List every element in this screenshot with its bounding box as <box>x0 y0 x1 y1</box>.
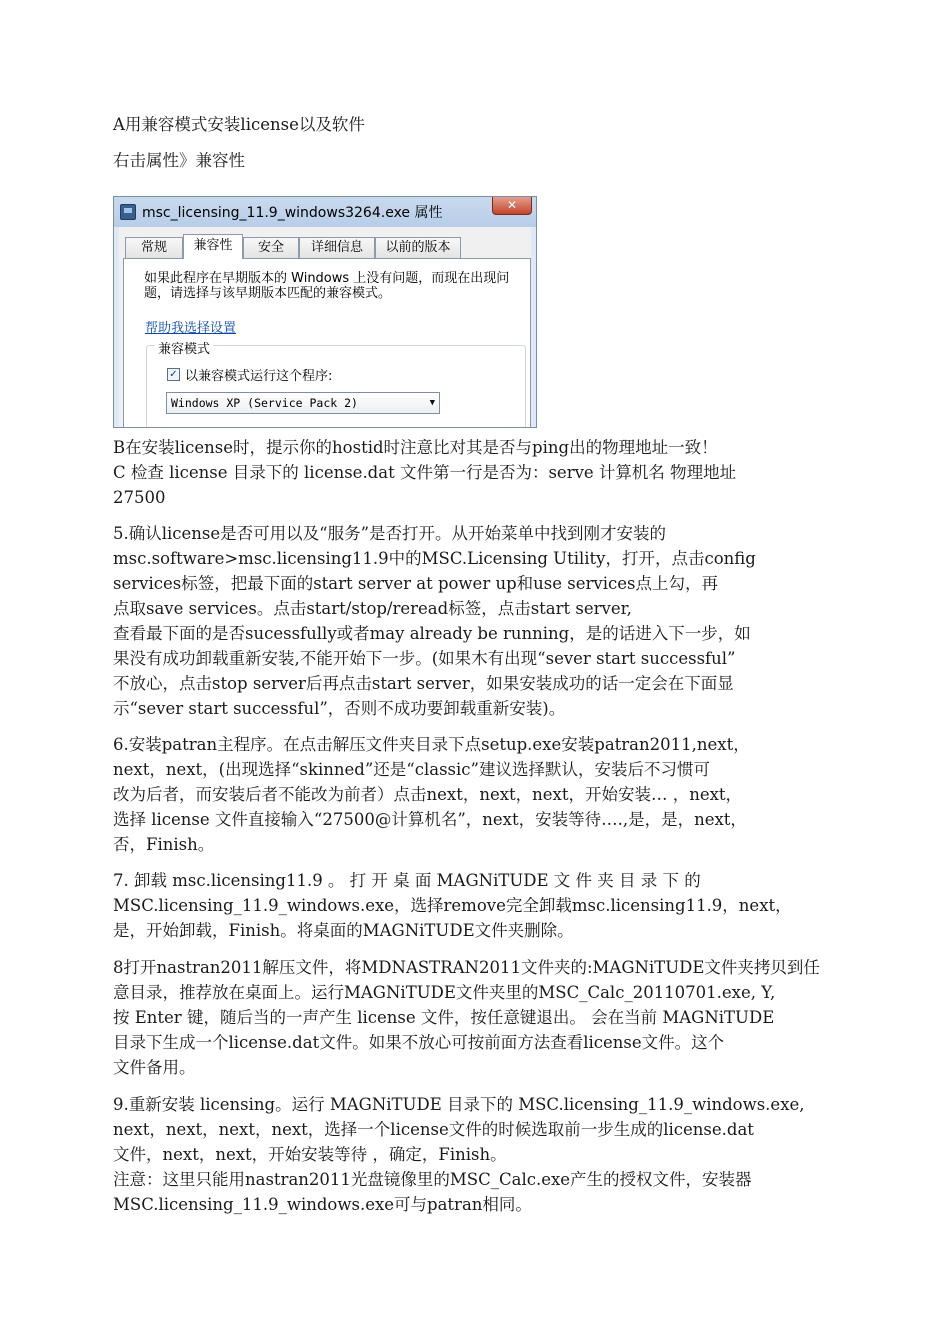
properties-dialog-screenshot <box>113 196 537 428</box>
step-6-line: 选择 license 文件直接输入“27500@计算机名”，next，安装等待….,是，是，next， <box>113 810 747 829</box>
step-9-line: 文件，next，next，开始安装等待 ，确定，Finish。 <box>113 1145 507 1164</box>
step-8-line: 意目录，推荐放在桌面上。运行MAGNiTUDE文件夹里的MSC_Calc_20110701.exe, Y, <box>113 983 776 1002</box>
os-version-selected: Windows XP (Service Pack 2) <box>171 396 358 410</box>
step-c-paragraph <box>113 460 838 510</box>
step-5-line: 点取save services。点击start/stop/reread标签，点击start server, <box>113 599 632 618</box>
tab-general[interactable]: 常规 <box>125 237 183 258</box>
tab-compatibility[interactable]: 兼容性 <box>183 234 243 259</box>
close-icon[interactable]: ✕ <box>492 197 532 215</box>
compat-mode-checkbox[interactable]: ✓ <box>167 368 180 381</box>
compatibility-panel <box>123 258 531 428</box>
step-7-line: MSC.licensing_11.9_windows.exe，选择remove完全卸载msc.licensing11.9，next， <box>113 896 792 915</box>
step-9-line: 注意：这里只能用nastran2011光盘镜像里的MSC_Calc.exe产生的授权文件，安装器 <box>113 1170 752 1189</box>
step-8-line: 文件备用。 <box>113 1058 196 1077</box>
step-5-paragraph <box>113 521 838 721</box>
step-6-line: 改为后者，而安装后者不能改为前者）点击next，next，next，开始安装… ，next， <box>113 785 743 804</box>
compat-mode-checkbox-label[interactable]: 以兼容模式运行这个程序: <box>185 369 333 384</box>
dropdown-arrow-icon[interactable]: ▼ <box>429 398 435 408</box>
step-5-line: 果没有成功卸载重新安装,不能开始下一步。(如果木有出现“sever start successful” <box>113 649 736 668</box>
step-8-paragraph <box>113 955 838 1080</box>
step-6-line: 6.安装patran主程序。在点击解压文件夹目录下点setup.exe安装patran2011,next， <box>113 735 750 754</box>
tab-security[interactable]: 安全 <box>243 237 299 258</box>
step-5-line: services标签，把最下面的start server at power up和use services点上勾，再 <box>113 574 718 593</box>
os-version-select[interactable] <box>166 392 440 414</box>
step-6-line: 否，Finish。 <box>113 835 215 854</box>
step-c-line: C 检查 license 目录下的 license.dat 文件第一行是否为：serve 计算机名 物理地址 <box>113 463 737 482</box>
step-5-line: 查看最下面的是否sucessfully或者may already be running，是的话进入下一步，如 <box>113 624 751 643</box>
step-b-text: B在安装license时，提示你的hostid时注意比对其是否与ping出的物理地址一致！ <box>113 438 718 457</box>
tab-details[interactable]: 详细信息 <box>299 237 375 258</box>
compat-mode-group <box>146 342 526 428</box>
step-8-line: 按 Enter 键，随后当的一声产生 license 文件，按任意键退出。 会在当前 MAGNiTUDE <box>113 1008 775 1027</box>
dialog-body <box>119 227 531 427</box>
step-6-line: next，next，(出现选择“skinned”还是“classic”建议选择默认，安装后不习惯可 <box>113 760 710 779</box>
heading-line-1: A用兼容模式安装license以及软件 <box>113 115 365 134</box>
dialog-titlebar <box>114 197 536 227</box>
step-9-line: next，next，next，next，选择一个license文件的时候选取前一步生成的license.dat <box>113 1120 754 1139</box>
step-5-line: 示“sever start successful”，否则不成功要卸载重新安装)。 <box>113 699 566 718</box>
step-9-line: MSC.licensing_11.9_windows.exe可与patran相同。 <box>113 1195 532 1214</box>
step-7-line: 7. 卸载 msc.licensing11.9 。 打 开 桌 面 MAGNiTUDE 文 件 夹 目 录 下 的 <box>113 871 701 890</box>
step-9-line: 9.重新安装 licensing。运行 MAGNiTUDE 目录下的 MSC.licensing_11.9_windows.exe, <box>113 1095 805 1114</box>
heading-line-2: 右击属性》兼容性 <box>113 151 245 170</box>
tab-previous-versions[interactable]: 以前的版本 <box>375 237 461 258</box>
app-icon <box>120 204 136 220</box>
help-choose-settings-link[interactable]: 帮助我选择设置 <box>145 321 237 336</box>
step-5-line: 不放心，点击stop server后再点击start server，如果安装成功的话一定会在下面显 <box>113 674 734 693</box>
step-5-line: 5.确认license是否可用以及“服务”是否打开。从开始菜单中找到刚才安装的 <box>113 524 667 543</box>
compat-description: 如果此程序在早期版本的 Windows 上没有问题，而现在出现问题，请选择与该早期版本匹配的兼容模式。 <box>144 271 510 301</box>
step-5-line: msc.software>msc.licensing11.9中的MSC.Licensing Utility，打开，点击config <box>113 549 756 568</box>
compat-mode-group-title: 兼容模式 <box>155 338 213 357</box>
step-8-line: 目录下生成一个license.dat文件。如果不放心可按前面方法查看license文件。这个 <box>113 1033 725 1052</box>
step-7-paragraph <box>113 868 838 943</box>
step-6-paragraph <box>113 732 838 857</box>
step-7-line: 是，开始卸载，Finish。将桌面的MAGNiTUDE文件夹删除。 <box>113 921 574 940</box>
step-9-paragraph <box>113 1092 838 1217</box>
dialog-title: msc_licensing_11.9_windows3264.exe 属性 <box>142 205 443 221</box>
step-8-line: 8打开nastran2011解压文件，将MDNASTRAN2011文件夹的:MAGNiTUDE文件夹拷贝到任 <box>113 958 820 977</box>
step-c-line: 27500 <box>113 488 166 507</box>
